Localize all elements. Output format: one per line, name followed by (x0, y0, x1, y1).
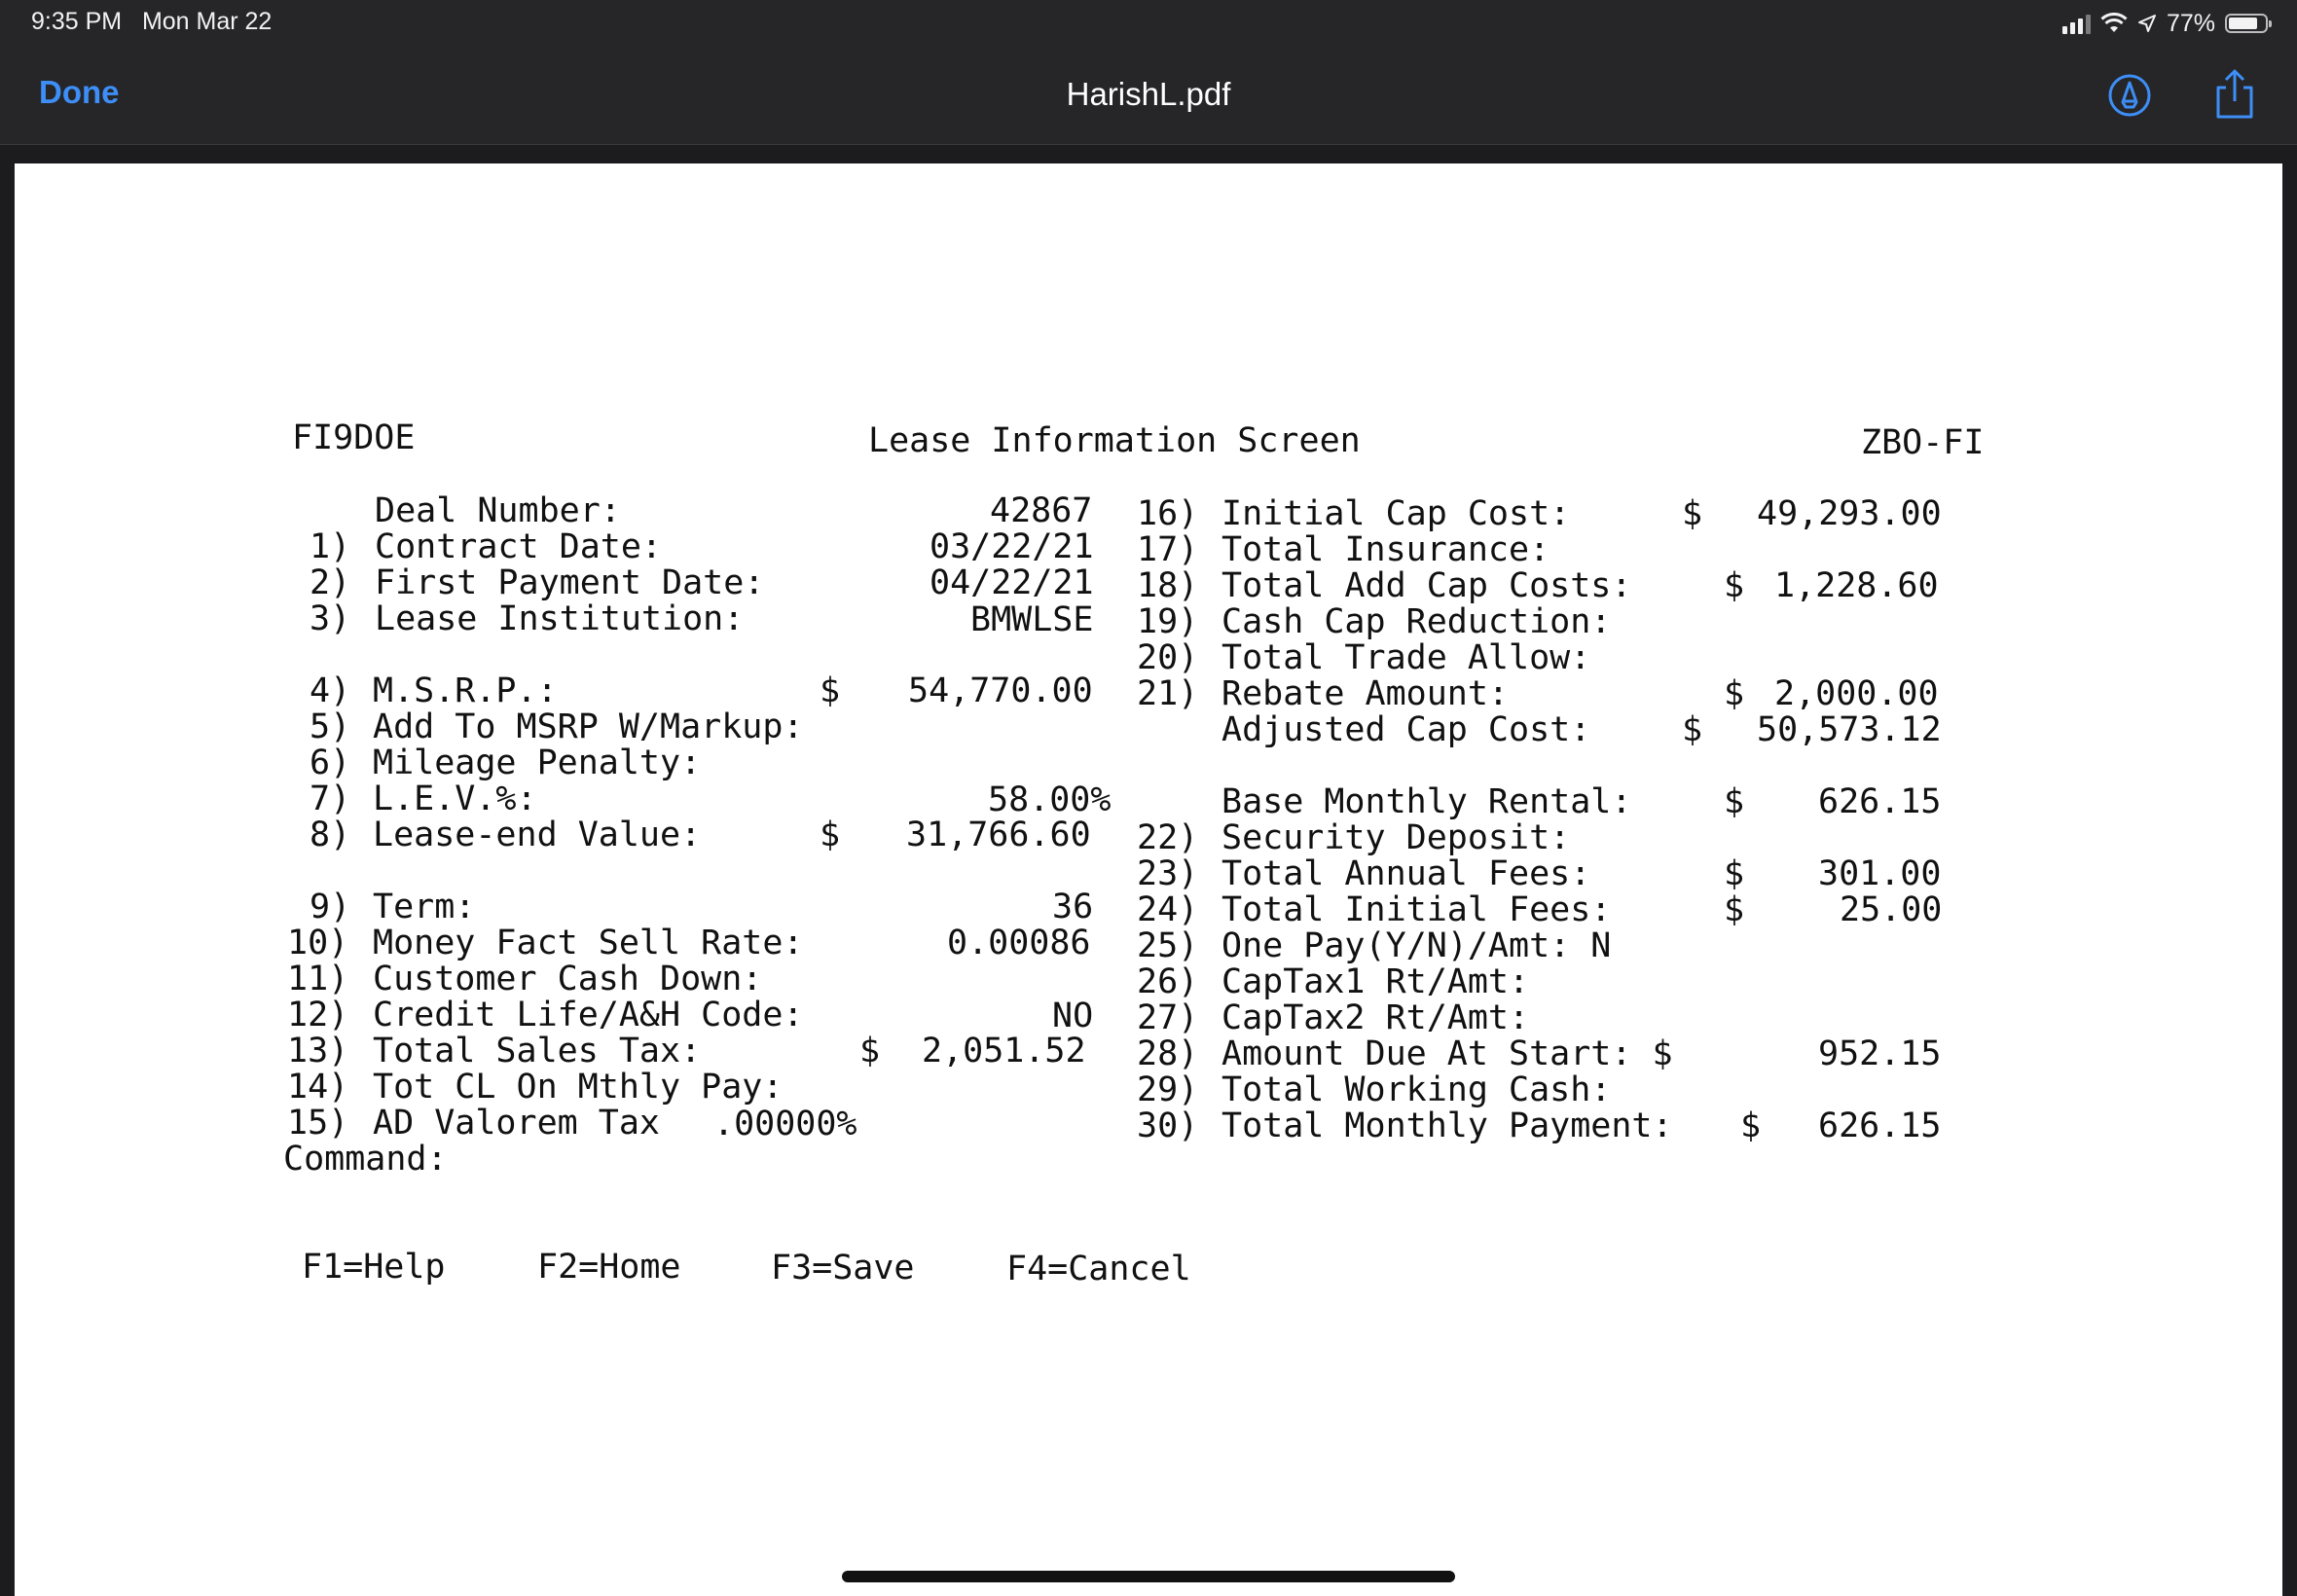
battery-percent: 77% (2166, 9, 2215, 37)
item-number: 4) (310, 671, 351, 710)
item-number: 24) (1137, 890, 1199, 929)
item-number: 10) (287, 924, 349, 962)
item-number: 9) (310, 888, 351, 926)
adjusted-cap-cost-label: Adjusted Cap Cost: (1221, 710, 1591, 749)
total-insurance-label: Total Insurance: (1221, 530, 1550, 569)
item-number: 29) (1137, 1070, 1199, 1109)
total-add-cap-costs-label: Total Add Cap Costs: (1221, 566, 1632, 605)
captax1-label: CapTax1 Rt/Amt: (1221, 962, 1530, 1001)
done-button[interactable]: Done (39, 74, 120, 110)
mileage-penalty-label: Mileage Penalty: (373, 744, 702, 782)
lease-institution-label: Lease Institution: (375, 599, 745, 638)
item-number: 27) (1137, 998, 1199, 1037)
amount-due-at-start-label: Amount Due At Start: $ (1221, 1034, 1673, 1073)
tot-cl-label: Tot CL On Mthly Pay: (373, 1068, 784, 1106)
term-label: Term: (373, 888, 476, 926)
item-number: 6) (310, 744, 351, 782)
item-number: 13) (287, 1032, 349, 1070)
share-icon[interactable] (2211, 68, 2258, 121)
dollar-sign: $ (1740, 1106, 1762, 1145)
system-id: ZBO-FI (1861, 423, 1985, 462)
msrp-label: M.S.R.P.: (373, 671, 558, 710)
lease-end-value: 31,766.60 (906, 816, 1091, 854)
total-trade-allow-label: Total Trade Allow: (1221, 638, 1591, 677)
dollar-sign: $ (1724, 782, 1745, 821)
item-number: 8) (310, 816, 351, 854)
deal-number-value: 42867 (990, 491, 1093, 530)
item-number: 1) (310, 527, 351, 566)
document-title: HarishL.pdf (1066, 76, 1231, 112)
rebate-amount-label: Rebate Amount: (1221, 674, 1510, 713)
item-number: 15) (287, 1104, 349, 1143)
item-number: 22) (1137, 818, 1199, 857)
contract-date-label: Contract Date: (375, 527, 663, 566)
lease-information-screen (15, 163, 2282, 1596)
command-label: Command: (283, 1140, 448, 1179)
lease-institution-value: BMWLSE (970, 600, 1094, 639)
customer-cash-down-label: Customer Cash Down: (373, 960, 763, 998)
total-monthly-payment-value: 626.15 (1818, 1106, 1942, 1145)
dollar-sign: $ (820, 816, 841, 854)
total-sales-tax-value: 2,051.52 (922, 1032, 1086, 1070)
money-factor-label: Money Fact Sell Rate: (373, 924, 804, 962)
item-number: 25) (1137, 926, 1199, 965)
first-payment-date-label: First Payment Date: (375, 563, 765, 602)
cellular-signal-icon (2062, 13, 2091, 34)
dollar-sign: $ (1682, 494, 1703, 533)
item-number: 30) (1137, 1106, 1199, 1145)
nav-bar (0, 47, 2297, 145)
item-number: 17) (1137, 530, 1199, 569)
total-sales-tax-label: Total Sales Tax: (373, 1032, 702, 1070)
base-monthly-rental-value: 626.15 (1818, 782, 1942, 821)
fkey-cancel: F4=Cancel (1006, 1250, 1191, 1288)
fkey-help: F1=Help (302, 1248, 446, 1287)
msrp-value: 54,770.00 (908, 671, 1093, 710)
item-number: 20) (1137, 638, 1199, 677)
item-number: 19) (1137, 602, 1199, 641)
home-indicator[interactable] (842, 1571, 1455, 1582)
term-value: 36 (1052, 888, 1094, 926)
item-number: 2) (310, 563, 351, 602)
total-annual-fees-label: Total Annual Fees: (1221, 854, 1591, 893)
screen-id: FI9DOE (292, 418, 416, 457)
dollar-sign: $ (859, 1032, 881, 1070)
cash-cap-reduction-label: Cash Cap Reduction: (1221, 602, 1612, 641)
rebate-amount-value: 2,000.00 (1774, 674, 1939, 713)
total-monthly-payment-label: Total Monthly Payment: (1221, 1106, 1673, 1145)
lev-value: 58.00% (988, 780, 1112, 819)
item-number: 21) (1137, 674, 1199, 713)
item-number: 7) (310, 780, 351, 818)
security-deposit-label: Security Deposit: (1221, 818, 1571, 857)
item-number: 11) (287, 960, 349, 998)
one-pay-label: One Pay(Y/N)/Amt: N (1221, 926, 1612, 965)
money-factor-value: 0.00086 (947, 924, 1091, 962)
location-arrow-icon (2137, 14, 2157, 33)
dollar-sign: $ (1724, 674, 1745, 713)
item-number: 23) (1137, 854, 1199, 893)
wifi-icon (2100, 13, 2128, 34)
pdf-page (15, 163, 2282, 1596)
status-time-date (31, 8, 272, 36)
item-number: 12) (287, 996, 349, 1034)
lease-end-value-label: Lease-end Value: (373, 816, 702, 854)
total-working-cash-label: Total Working Cash: (1221, 1070, 1612, 1109)
initial-cap-cost-value: 49,293.00 (1757, 494, 1942, 533)
item-number: 3) (310, 599, 351, 638)
status-bar (0, 0, 2297, 47)
dollar-sign: $ (1724, 566, 1745, 605)
dollar-sign: $ (820, 671, 841, 710)
status-indicators (2062, 8, 2268, 39)
lev-label: L.E.V.%: (373, 780, 537, 818)
battery-icon (2225, 14, 2268, 33)
item-number: 28) (1137, 1034, 1199, 1073)
credit-life-value: NO (1052, 997, 1094, 1035)
first-payment-date-value: 04/22/21 (930, 563, 1094, 602)
fkey-home: F2=Home (537, 1248, 681, 1287)
ad-valorem-tax-value: .00000% (713, 1105, 857, 1143)
adjusted-cap-cost-value: 50,573.12 (1757, 710, 1942, 749)
item-number: 26) (1137, 962, 1199, 1001)
dollar-sign: $ (1724, 890, 1745, 929)
contract-date-value: 03/22/21 (930, 527, 1094, 566)
total-initial-fees-label: Total Initial Fees: (1221, 890, 1612, 929)
status-time: 9:35 PM (31, 8, 123, 35)
fkey-save: F3=Save (771, 1249, 915, 1288)
credit-life-label: Credit Life/A&H Code: (373, 996, 804, 1034)
deal-number-label: Deal Number: (375, 491, 621, 530)
status-date: Mon Mar 22 (141, 8, 273, 35)
total-add-cap-costs-value: 1,228.60 (1774, 566, 1939, 605)
ad-valorem-tax-label: AD Valorem Tax (373, 1104, 661, 1143)
amount-due-at-start-value: 952.15 (1818, 1034, 1942, 1073)
total-annual-fees-value: 301.00 (1818, 854, 1942, 893)
markup-pen-icon[interactable] (2106, 72, 2153, 119)
initial-cap-cost-label: Initial Cap Cost: (1221, 494, 1571, 533)
screen-title: Lease Information Screen (868, 421, 1361, 460)
item-number: 5) (310, 707, 351, 746)
captax2-label: CapTax2 Rt/Amt: (1221, 998, 1530, 1037)
item-number: 18) (1137, 566, 1199, 605)
total-initial-fees-value: 25.00 (1840, 890, 1943, 929)
dollar-sign: $ (1724, 854, 1745, 893)
add-to-msrp-label: Add To MSRP W/Markup: (373, 707, 804, 746)
base-monthly-rental-label: Base Monthly Rental: (1221, 782, 1632, 821)
dollar-sign: $ (1682, 710, 1703, 749)
item-number: 16) (1137, 494, 1199, 533)
item-number: 14) (287, 1068, 349, 1106)
